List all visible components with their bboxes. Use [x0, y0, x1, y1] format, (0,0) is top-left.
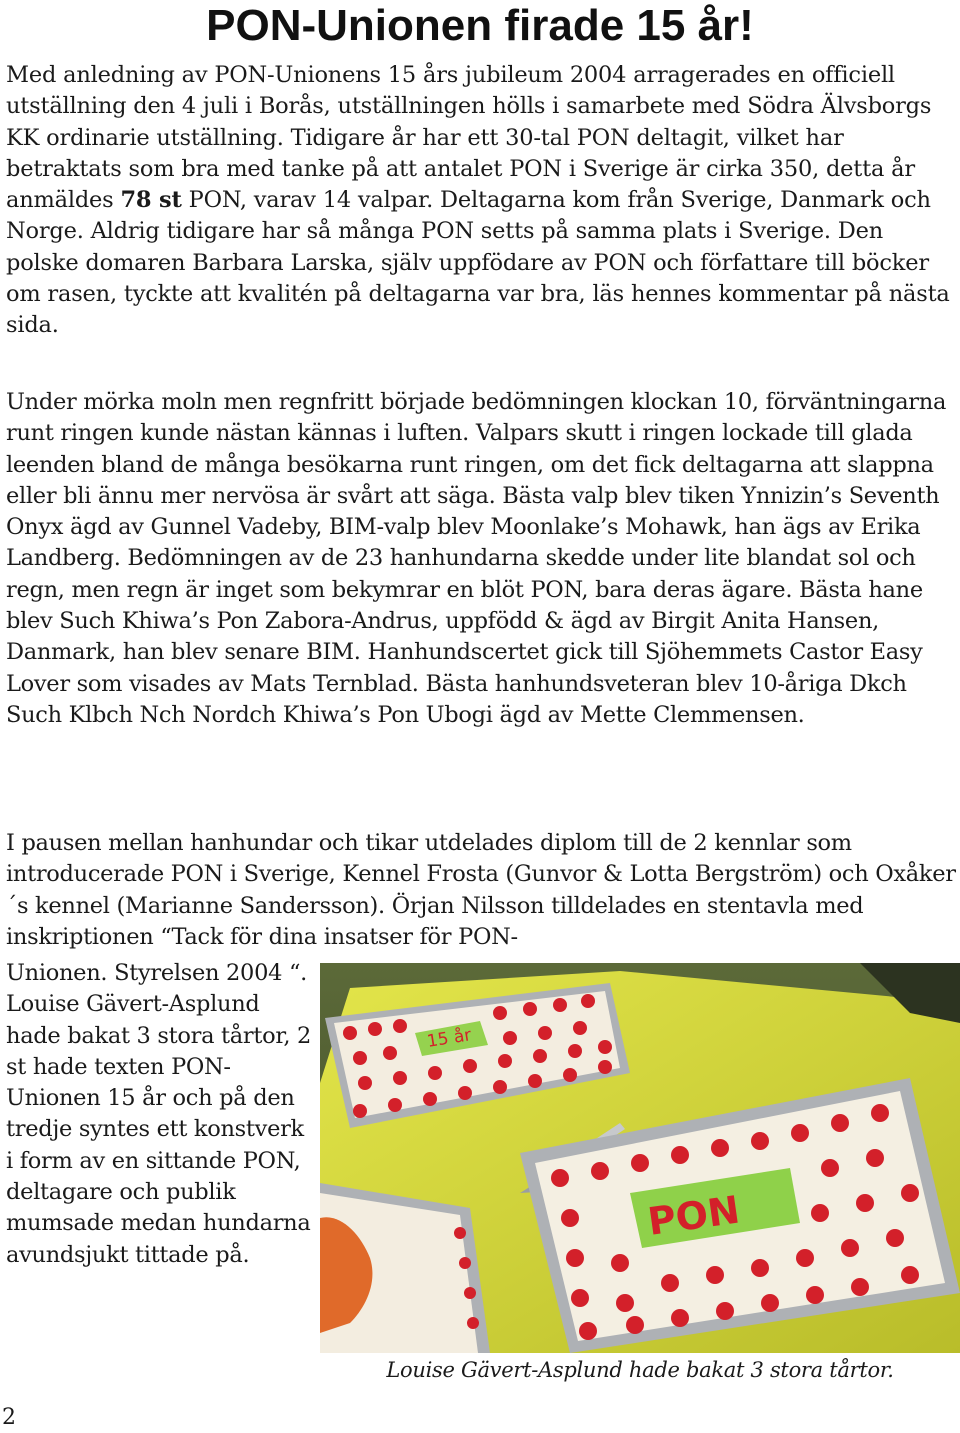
- cake-top-text: 15 år: [425, 1025, 473, 1052]
- paragraph-intro-text-a: Med anledning av PON-Unionens 15 års jubileum 2004 arragerades en officiell utställning den 4 juli i Borås, utställningen hölls i samarbete med Södra Älvsborgs KK ordinarie utställning. Tidigare år har ett 30-tal PON deltagit, vilket har betraktats som bra med tanke på att antalet PON i Sverige är cirka 350, detta år anmäldes: [6, 62, 932, 214]
- paragraph-intro: [6, 60, 956, 342]
- cake-right-text: PON: [645, 1187, 743, 1244]
- cake-left: [320, 1183, 490, 1353]
- page-number: 2: [2, 1405, 16, 1430]
- article-title: PON-Unionen firade 15 år!: [206, 1, 754, 50]
- paragraph-cakes: Unionen. Styrelsen 2004 “. Louise Gävert-Asplund hade bakat 3 stora tårtor, 2 st hade texten PON-Unionen 15 år och på den tredje syntes ett konstverk i form av en sittande PON, deltagare och publik mumsade medan hundarna avundsjukt tittade på.: [6, 960, 312, 1268]
- cakes-photo: [320, 963, 960, 1353]
- paragraph-judging: Under mörka moln men regnfritt började bedömningen klockan 10, förväntningarna runt ringen kunde nästan kännas i luften. Valpars skutt i ringen lockade till glada leenden bland de många besökarna runt ringen, om det fick deltagarna att slappna eller bli ännu mer nervösa är svårt att säga. Bästa valp blev tiken Ynnizin’s Seventh Onyx ägd av Gunnel Vadeby, BIM-valp blev Moonlake’s Mohawk, han ägs av Erika Landberg. Bedömningen av de 23 hanhundarna skedde under lite blandat sol och regn, men regn är inget som bekymrar en blöt PON, bara deras ägare. Bästa hane blev Such Khiwa’s Pon Zabora-Andrus, uppfödd & ägd av Birgit Anita Hansen, Danmark, han blev senare BIM. Hanhundscertet gick till Sjöhemmets Castor Easy Lover som visades av Mats Ternblad. Bästa hanhundsveteran blev 10-åriga Dkch Such Klbch Nch Nordch Khiwa’s Pon Ubogi ägd av Mette Clemmensen.: [6, 389, 947, 728]
- paragraph-pause: I pausen mellan hanhundar och tikar utdelades diplom till de 2 kennlar som introducerade PON i Sverige, Kennel Frosta (Gunvor & Lotta Bergström) och Oxåker´s kennel (Marianne Sandersson). Örjan Nilsson tilldelades en stentavla med inskriptionen “Tack för dina insatser för PON-: [6, 830, 956, 950]
- photo-caption: Louise Gävert-Asplund hade bakat 3 stora tårtor.: [386, 1358, 894, 1382]
- paragraph-intro-bold-count: 78 st: [120, 187, 182, 214]
- paragraph-intro-text-b: PON, varav 14 valpar. Deltagarna kom från Sverige, Danmark och Norge. Aldrig tidigare har så många PON setts på samma plats i Sverige. Den polske domaren Barbara Larska, själv uppfödare av PON och författare till böcker om rasen, tyckte att kvalitén på deltagarna var bra, läs hennes kommentar på nästa sida.: [6, 187, 950, 339]
- cakes-photo-illustration: [320, 963, 960, 1353]
